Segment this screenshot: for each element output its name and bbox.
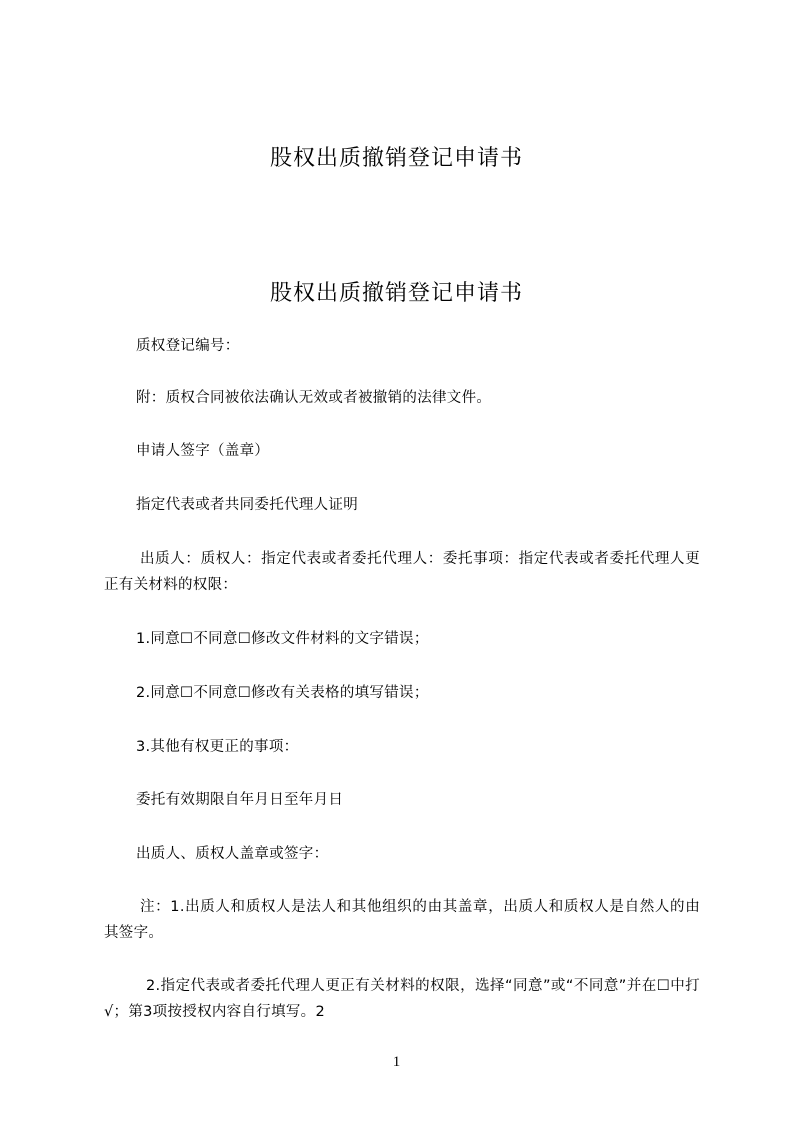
parties-paragraph: 出质人：质权人：指定代表或者委托代理人：委托事项：指定代表或者委托代理人更正有关材料的权限： [104,551,700,593]
document-title: 股权出质撤销登记申请书 [269,281,523,306]
attachment-note: 附：质权合同被依法确认无效或者被撤销的法律文件。 [136,390,492,406]
authority-item-2: 2.同意☐不同意☐修改有关表格的填写错误； [136,685,429,701]
note-1: 注：1.出质人和质权人是法人和其他组织的由其盖章，出质人和质权人是自然人的由其签字。 [104,899,700,941]
registration-number-label: 质权登记编号： [136,338,240,354]
authority-item-1: 1.同意☐不同意☐修改文件材料的文字错误； [136,631,429,647]
page-number: 1 [392,1054,401,1070]
agent-certificate-heading: 指定代表或者共同委托代理人证明 [136,497,358,513]
seal-signature-label: 出质人、质权人盖章或签字： [136,846,329,862]
authority-item-3: 3.其他有权更正的事项： [136,739,299,755]
document-header-title: 股权出质撤销登记申请书 [269,146,523,171]
applicant-signature-label: 申请人签字（盖章） [136,443,270,459]
validity-period: 委托有效期限自年月日至年月日 [136,792,344,808]
note-2: 2.指定代表或者委托代理人更正有关材料的权限，选择“同意”或“不同意”并在☐中打√；第3项按授权内容自行填写。2 [104,978,700,1020]
